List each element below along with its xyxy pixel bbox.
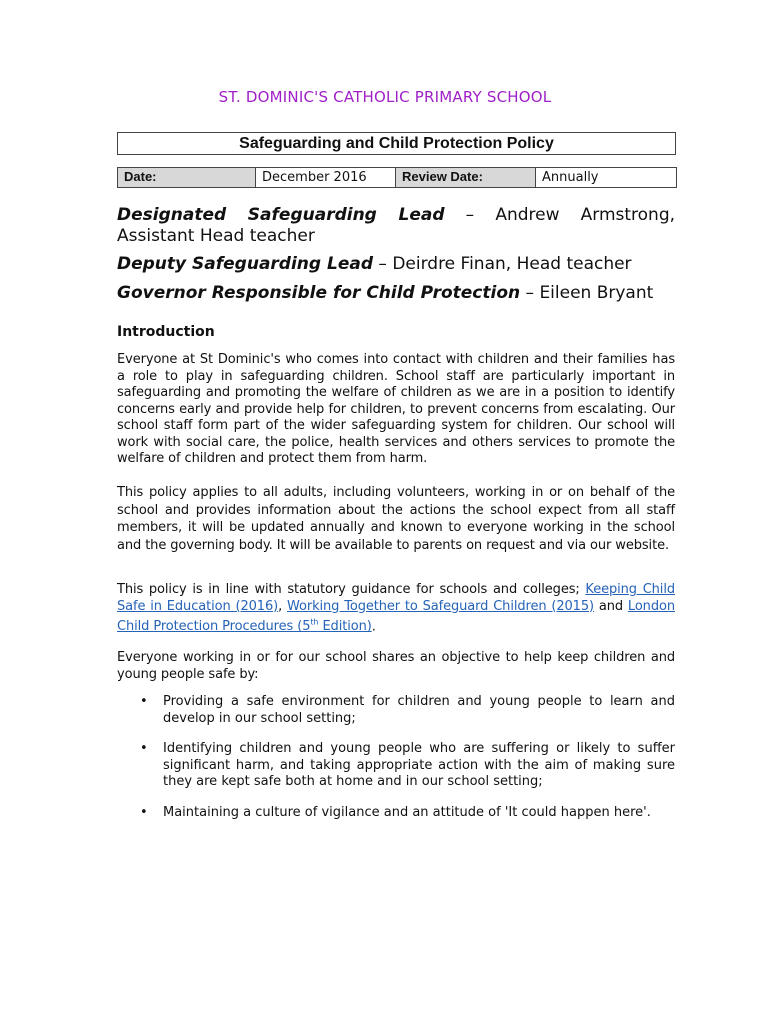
role-title: Deputy Safeguarding Lead bbox=[117, 254, 373, 274]
governor-lead bbox=[117, 283, 675, 304]
para3-sep2: and bbox=[594, 598, 628, 614]
introduction-heading: Introduction bbox=[117, 324, 215, 340]
intro-paragraph-2: This policy applies to all adults, including volunteers, working in or on behalf of the school and provides information about the actions the school expect from all staff members, it will be updated annually and known to everyone working in the school and the governing body. It will be available to parents on request and via our website. bbox=[117, 485, 675, 553]
policy-meta-table bbox=[117, 167, 677, 188]
date-label: Date: bbox=[118, 168, 256, 188]
link3-text: London Child Protection Procedures (5 bbox=[117, 598, 675, 635]
link3-superscript: th bbox=[310, 618, 319, 627]
school-name: ST. DOMINIC'S CATHOLIC PRIMARY SCHOOL bbox=[218, 88, 552, 106]
role-title: Designated Safeguarding Lead bbox=[117, 205, 445, 225]
date-value: December 2016 bbox=[256, 168, 396, 188]
role-person: Eileen Bryant bbox=[539, 283, 654, 303]
working-together-link[interactable]: Working Together to Safeguard Children (2015) bbox=[287, 598, 594, 614]
bullet-icon: • bbox=[140, 804, 148, 820]
bullet-icon: • bbox=[140, 741, 148, 756]
intro-paragraph-3 bbox=[117, 582, 675, 636]
deputy-lead bbox=[117, 254, 675, 275]
keeping-children-safe-link[interactable]: Keeping Child Safe in Education (2016) bbox=[117, 582, 675, 614]
list-item-text: Identifying children and young people who are suffering or likely to suffer significant harm, and taking appropriate action with the aim of making sure they are kept safe both at home and in our school setting; bbox=[163, 741, 675, 789]
intro-paragraph-1: Everyone at St Dominic's who comes into contact with children and their families has a role to play in safeguarding children. School staff are particularly important in safeguarding and promoting the welfare of children as we are in a position to identify concerns early and provide help for children, to prevent concerns from escalating. Our school staff form part of the wider safeguarding system for children. Our school will work with social care, the police, health services and others services to promote the welfare of children and protect them from harm. bbox=[117, 352, 675, 466]
para3-prefix: This policy is in line with statutory guidance for schools and colleges; bbox=[117, 582, 586, 597]
policy-title: Safeguarding and Child Protection Policy bbox=[117, 132, 676, 155]
role-person: Andrew Armstrong, Assistant Head teacher bbox=[117, 205, 676, 246]
link3-text-end: Edition) bbox=[318, 619, 372, 635]
designated-lead bbox=[117, 205, 675, 247]
review-date-label: Review Date: bbox=[396, 168, 536, 188]
para3-end: . bbox=[371, 619, 376, 635]
list-item-text: Providing a safe environment for children and young people to learn and develop in our school setting; bbox=[163, 694, 675, 726]
role-separator: – bbox=[444, 205, 496, 225]
review-date-value: Annually bbox=[536, 168, 677, 188]
list-item-text: Maintaining a culture of vigilance and an attitude of 'It could happen here'. bbox=[163, 804, 651, 820]
para3-sep1: , bbox=[278, 598, 288, 614]
role-title: Governor Responsible for Child Protection bbox=[117, 283, 521, 303]
role-separator: – bbox=[373, 254, 393, 274]
role-separator: – bbox=[520, 283, 540, 303]
list-item bbox=[117, 741, 675, 791]
bullet-icon: • bbox=[140, 694, 148, 709]
objectives-list bbox=[117, 694, 675, 835]
intro-paragraph-4: Everyone working in or for our school shares an objective to help keep children and young people safe by: bbox=[117, 650, 675, 682]
list-item bbox=[117, 805, 675, 822]
list-item bbox=[117, 694, 675, 727]
role-person: Deirdre Finan, Head teacher bbox=[392, 254, 632, 274]
